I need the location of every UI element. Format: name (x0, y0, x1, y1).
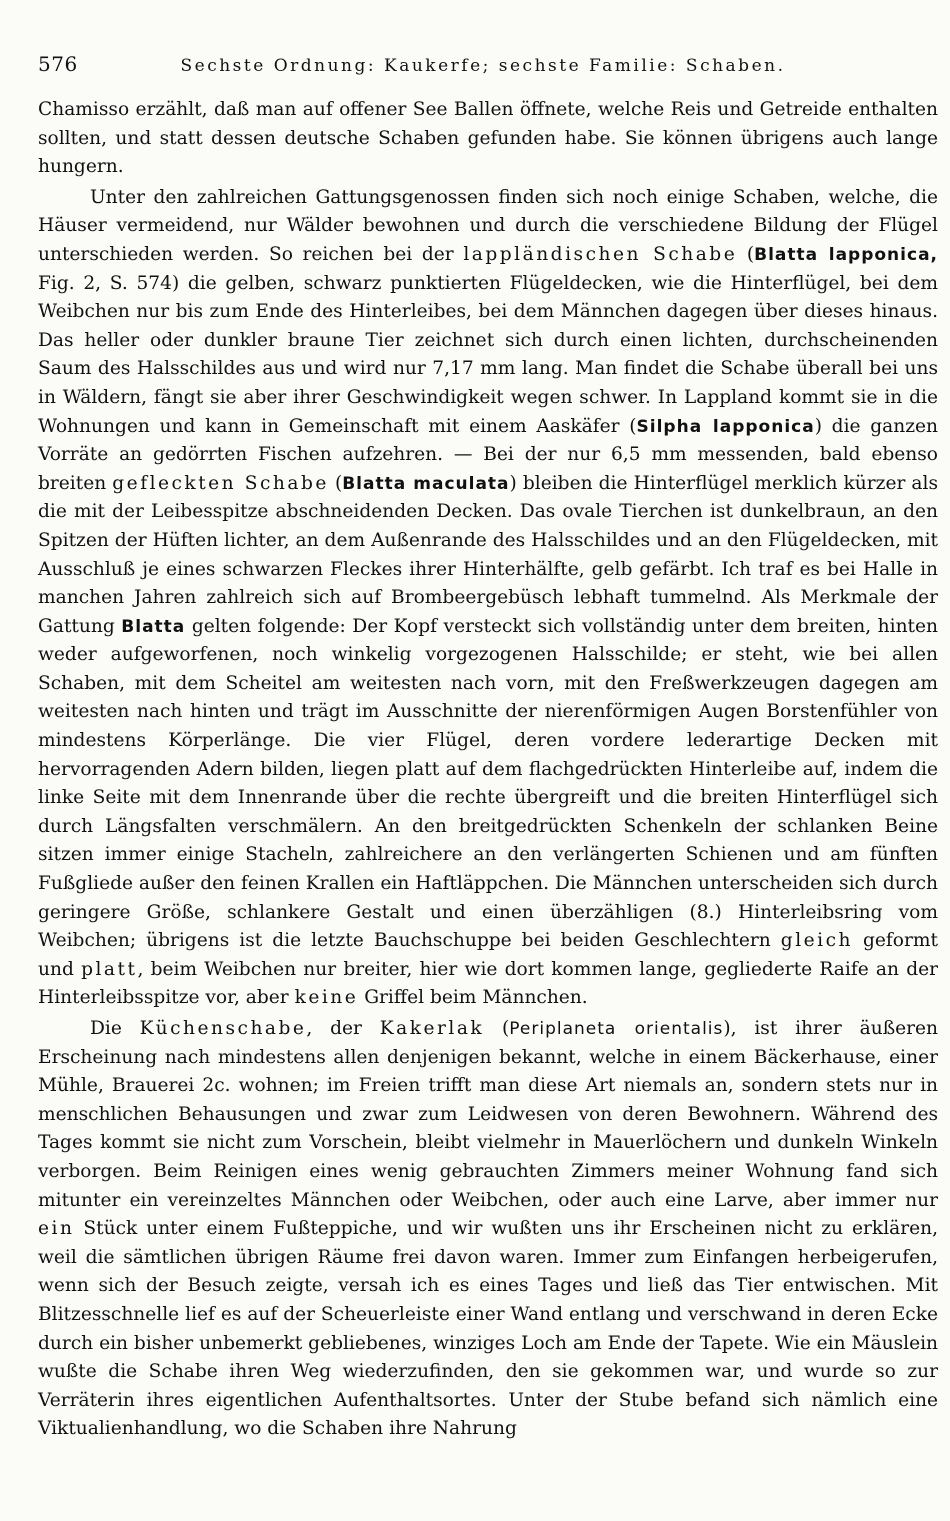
paragraph-2 (38, 184, 938, 1013)
paragraph-3 (38, 1015, 938, 1444)
text-run: ( (328, 472, 343, 494)
text-run: Stück unter einem Fußteppiche, und wir wußten uns ihr Erscheinen nicht zu erklären, weil die sämtlichen übrigen Räume frei davon waren. Immer zum Einfangen herbeigerufen, wenn sich der Besuch zeigte, versah ich es eines Tages und ließ das Tier entwischen. Mit Blitzesschnelle lief es auf der Scheuerleiste einer Wand entlang und verschwand in deren Ecke durch ein bisher unbemerkt gebliebenes, winziges Loch am Ende der Tapete. Wie ein Mäuslein wußte die Schabe ihren Weg wiederzufinden, den sie gekommen war, und wurde so zur Verräterin ihres eigentlichen Aufenthaltsortes. Unter der Stube befand sich nämlich eine Viktualienhandlung, wo die Schaben ihre Nahrung (38, 1218, 938, 1440)
text-run: Griffel beim Männchen. (358, 987, 588, 1009)
emphasis-text: gleich (780, 930, 853, 952)
species-name-german: lappländischen Schabe (463, 243, 738, 265)
paragraph-text: Chamisso erzählt, daß man auf offener See Ballen öffnete, welche Reis und Getreide enthalten sollten, und statt dessen deutsche Schaben gefunden habe. Sie können übrigens auch lange hungern. (38, 99, 938, 178)
species-name-german: gefleckten Schabe (112, 472, 329, 494)
text-run: geformt und (38, 930, 938, 980)
paragraph-1 (38, 96, 938, 182)
species-name-german: Kakerlak (379, 1018, 485, 1039)
species-name-latin: Blatta lapponica, (754, 244, 938, 265)
text-run: Die (90, 1018, 140, 1039)
text-run: ( (484, 1018, 510, 1039)
text-run: gelten folgende: Der Kopf versteckt sich vollständig unter dem breiten, hinten weder aufgeworfenen, noch winkelig vorgezogenen Halsschilde; er steht, wie bei allen Schaben, mit dem Scheitel am weitesten nach vorn, mit den Freßwerkzeugen dagegen am weitesten nach hinten und trägt im Ausschnitte der nierenförmigen Augen Borstenfühler von mindestens Körperlänge. Die vier Flügel, deren vordere lederartige Decken mit hervorragenden Adern bilden, liegen platt auf dem flachgedrückten Hinterleibe auf, indem die linke Seite mit dem Innenrande über die rechte übergreift und die breiten Hinterflügel sich durch Längsfalten verschmälern. An den breitgedrückten Schenkeln der schlanken Beine sitzen immer einige Stacheln, zahlreichere an den verlängerten Schienen und am fünften Fußgliede außer den feinen Krallen ein Haftläppchen. Die Männchen unterscheiden sich durch geringere Größe, schlankere Gestalt und einen überzähligen (8.) Hinterleibsring vom Weibchen; übrigens ist die letzte Bauchschuppe bei beiden Geschlechtern (38, 615, 938, 952)
text-run: ) die ganzen Vorräte an gedörrten Fischen aufzehren. — Bei der nur 6,5 mm messenden, bald ebenso breiten (38, 415, 938, 494)
text-run: ) bleiben die Hinterflügel merklich kürzer als die mit der Leibesspitze abschneidenden Decken. Das ovale Tierchen ist dunkelbraun, an den Spitzen der Hüften lichter, an dem Außenrande des Halsschildes und an den Flügeldecken, mit Ausschluß je eines schwarzen Fleckes ihrer Hinterhälfte, gelb gefärbt. Ich traf es bei Halle in manchen Jahren zahlreich sich auf Brombeergebüsch lebhaft tummelnd. Als Merkmale der Gattung (38, 472, 939, 637)
text-run: , der (306, 1018, 380, 1039)
species-name-latin: Blatta maculata (342, 473, 510, 494)
species-name-latin: Silpha lapponica (636, 416, 815, 437)
species-name-german: Küchenschabe (139, 1018, 307, 1039)
text-run: , beim Weibchen nur breiter, hier wie dort kommen lange, gegliederte Raife an der Hinterleibsspitze vor, aber (38, 958, 938, 1009)
text-run: ), ist ihrer äußeren Erscheinung nach mindestens allen denjenigen bekannt, welche in einem Bäckerhause, einer Mühle, Brauerei 2c. wohnen; im Freien trifft man diese Art niemals an, sondern stets nur in menschlichen Behausungen und zwar zum Leidwesen von deren Bewohnern. Während des Tages kommt sie nicht zum Vorschein, bleibt vielmehr in Mauerlöchern und dunkeln Winkeln verborgen. Beim Reinigen eines wenig gebrauchten Zimmers meiner Wohnung fand sich mitunter ein vereinzeltes Männchen oder Weibchen, oder auch eine Larve, aber immer nur (38, 1018, 938, 1211)
running-title: Sechste Ordnung: Kaukerfe; sechste Familie: Schaben. (180, 56, 786, 76)
text-run: ( (737, 243, 755, 265)
emphasis-text: keine (294, 987, 359, 1009)
book-page (38, 52, 938, 1444)
genus-name-latin: Blatta (121, 616, 186, 637)
emphasis-text: ein (38, 1218, 75, 1240)
emphasis-text: platt (81, 958, 138, 980)
page-number: 576 (38, 52, 78, 76)
species-name-latin: Periplaneta orientalis (509, 1019, 724, 1039)
text-run: Fig. 2, S. 574) die gelben, schwarz punktierten Flügeldecken, wie die Hinterflügel, bei dem Weibchen nur bis zum Ende des Hinterleibes, bei dem Männchen dagegen über dieses hinaus. Das heller oder dunkler braune Tier zeichnet sich durch einen lichten, durchscheinenden Saum des Halsschildes aus und wird nur 7,17 mm lang. Man findet die Schabe überall bei uns in Wäldern, fängt sie aber ihrer Geschwindigkeit wegen schwer. In Lappland kommt sie in die Wohnungen und kann in Gemeinschaft mit einem Aaskäfer ( (38, 272, 938, 437)
text-run: Unter den zahlreichen Gattungsgenossen finden sich noch einige Schaben, welche, die Häuser vermeidend, nur Wälder bewohnen und durch die verschiedene Bildung der Flügel unterschieden werden. So reichen bei der (38, 186, 938, 265)
running-header (38, 52, 938, 96)
